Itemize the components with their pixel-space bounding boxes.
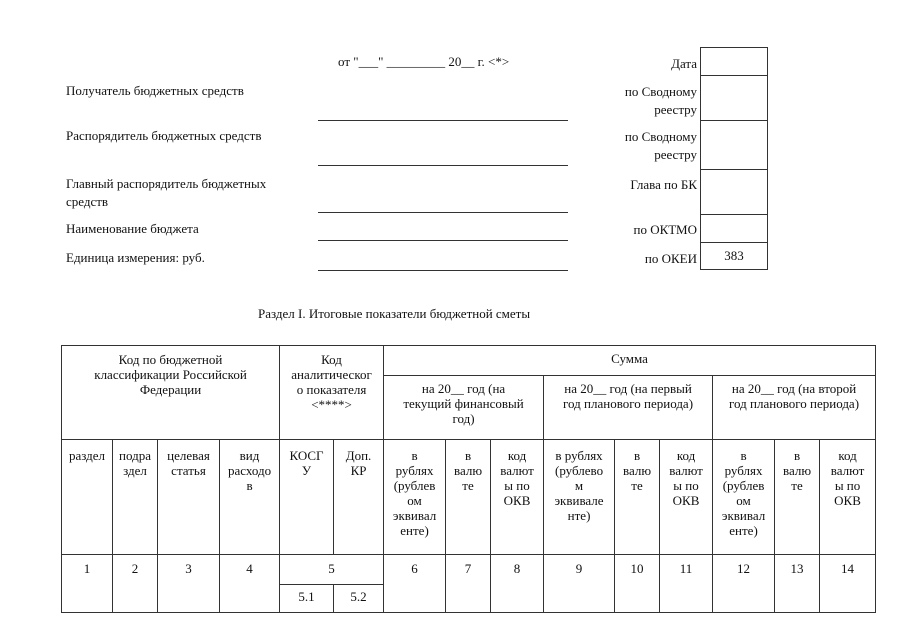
period-current-header: на 20__ год (на текущий финансовый год) — [384, 375, 544, 439]
col-number-4: 4 — [220, 555, 280, 613]
section-title: Раздел I. Итоговые показатели бюджетной сметы — [258, 306, 531, 321]
col-number-5-2: 5.2 — [334, 585, 384, 613]
col-number-6: 6 — [384, 555, 446, 613]
chief-manager-field-line[interactable] — [318, 212, 568, 213]
oktmo-label: по ОКТМО — [633, 222, 697, 237]
chapter-bk-label: Глава по БК — [630, 177, 697, 192]
budget-name-field-line[interactable] — [318, 240, 568, 241]
unit-label: Единица измерения: руб. — [66, 250, 205, 265]
col-number-12: 12 — [713, 555, 775, 613]
col-number-8: 8 — [491, 555, 544, 613]
registry-code-label-2: по Сводному реестру — [624, 129, 697, 162]
kbk-group-header: Код по бюджетной классификации Российской Федерации — [62, 346, 280, 440]
col-number-7: 7 — [446, 555, 491, 613]
col-header-rub-3: в рублях (рублев ом эквивал енте) — [713, 440, 775, 555]
budget-summary-table — [61, 345, 876, 613]
chief-manager-label: Главный распорядитель бюджетных средств — [66, 176, 267, 209]
col-header-target-item: целевая статья — [158, 440, 220, 555]
col-header-kosgu: КОСГ У — [280, 440, 334, 555]
unit-field-line — [318, 270, 568, 271]
col-header-currency-2: в валю те — [615, 440, 660, 555]
analytic-group-header: Код аналитическог о показателя <****> — [280, 346, 384, 440]
registry-code-cell-1[interactable] — [701, 76, 768, 121]
col-number-5: 5 — [280, 555, 384, 585]
col-number-10: 10 — [615, 555, 660, 613]
chapter-bk-cell[interactable] — [701, 170, 768, 215]
date-code-label: Дата — [671, 56, 697, 71]
col-number-14: 14 — [820, 555, 876, 613]
date-code-cell[interactable] — [701, 48, 768, 76]
recipient-field-line[interactable] — [318, 120, 568, 121]
budget-name-label: Наименование бюджета — [66, 221, 199, 236]
col-header-rub-2: в рублях (рублево м эквивале нте) — [544, 440, 615, 555]
col-header-currency-1: в валю те — [446, 440, 491, 555]
okei-code-cell: 383 — [701, 243, 768, 270]
col-header-currency-3: в валю те — [775, 440, 820, 555]
col-header-extra-kr: Доп. КР — [334, 440, 384, 555]
col-number-2: 2 — [113, 555, 158, 613]
col-header-expense-type: вид расходо в — [220, 440, 280, 555]
period-second-plan-header: на 20__ год (на второй год планового периода) — [713, 375, 876, 439]
manager-field-line[interactable] — [318, 165, 568, 166]
col-header-okv-3: код валют ы по ОКВ — [820, 440, 876, 555]
sum-group-header: Сумма — [384, 346, 876, 376]
col-header-okv-1: код валют ы по ОКВ — [491, 440, 544, 555]
col-header-okv-2: код валют ы по ОКВ — [660, 440, 713, 555]
okei-label: по ОКЕИ — [644, 251, 697, 266]
date-line: от "___" _________ 20__ г. <*> — [338, 54, 510, 69]
codes-table — [700, 47, 768, 270]
registry-code-label-1: по Сводному реестру — [624, 84, 697, 117]
col-number-1: 1 — [62, 555, 113, 613]
oktmo-code-cell[interactable] — [701, 215, 768, 243]
col-header-subsection: подра здел — [113, 440, 158, 555]
col-number-11: 11 — [660, 555, 713, 613]
col-number-9: 9 — [544, 555, 615, 613]
col-number-5-1: 5.1 — [280, 585, 334, 613]
period-first-plan-header: на 20__ год (на первый год планового периода) — [544, 375, 713, 439]
recipient-label: Получатель бюджетных средств — [66, 83, 244, 98]
col-header-rub-1: в рублях (рублев ом эквивал енте) — [384, 440, 446, 555]
manager-label: Распорядитель бюджетных средств — [66, 128, 262, 143]
col-number-13: 13 — [775, 555, 820, 613]
col-header-section: раздел — [62, 440, 113, 555]
col-number-3: 3 — [158, 555, 220, 613]
registry-code-cell-2[interactable] — [701, 121, 768, 170]
